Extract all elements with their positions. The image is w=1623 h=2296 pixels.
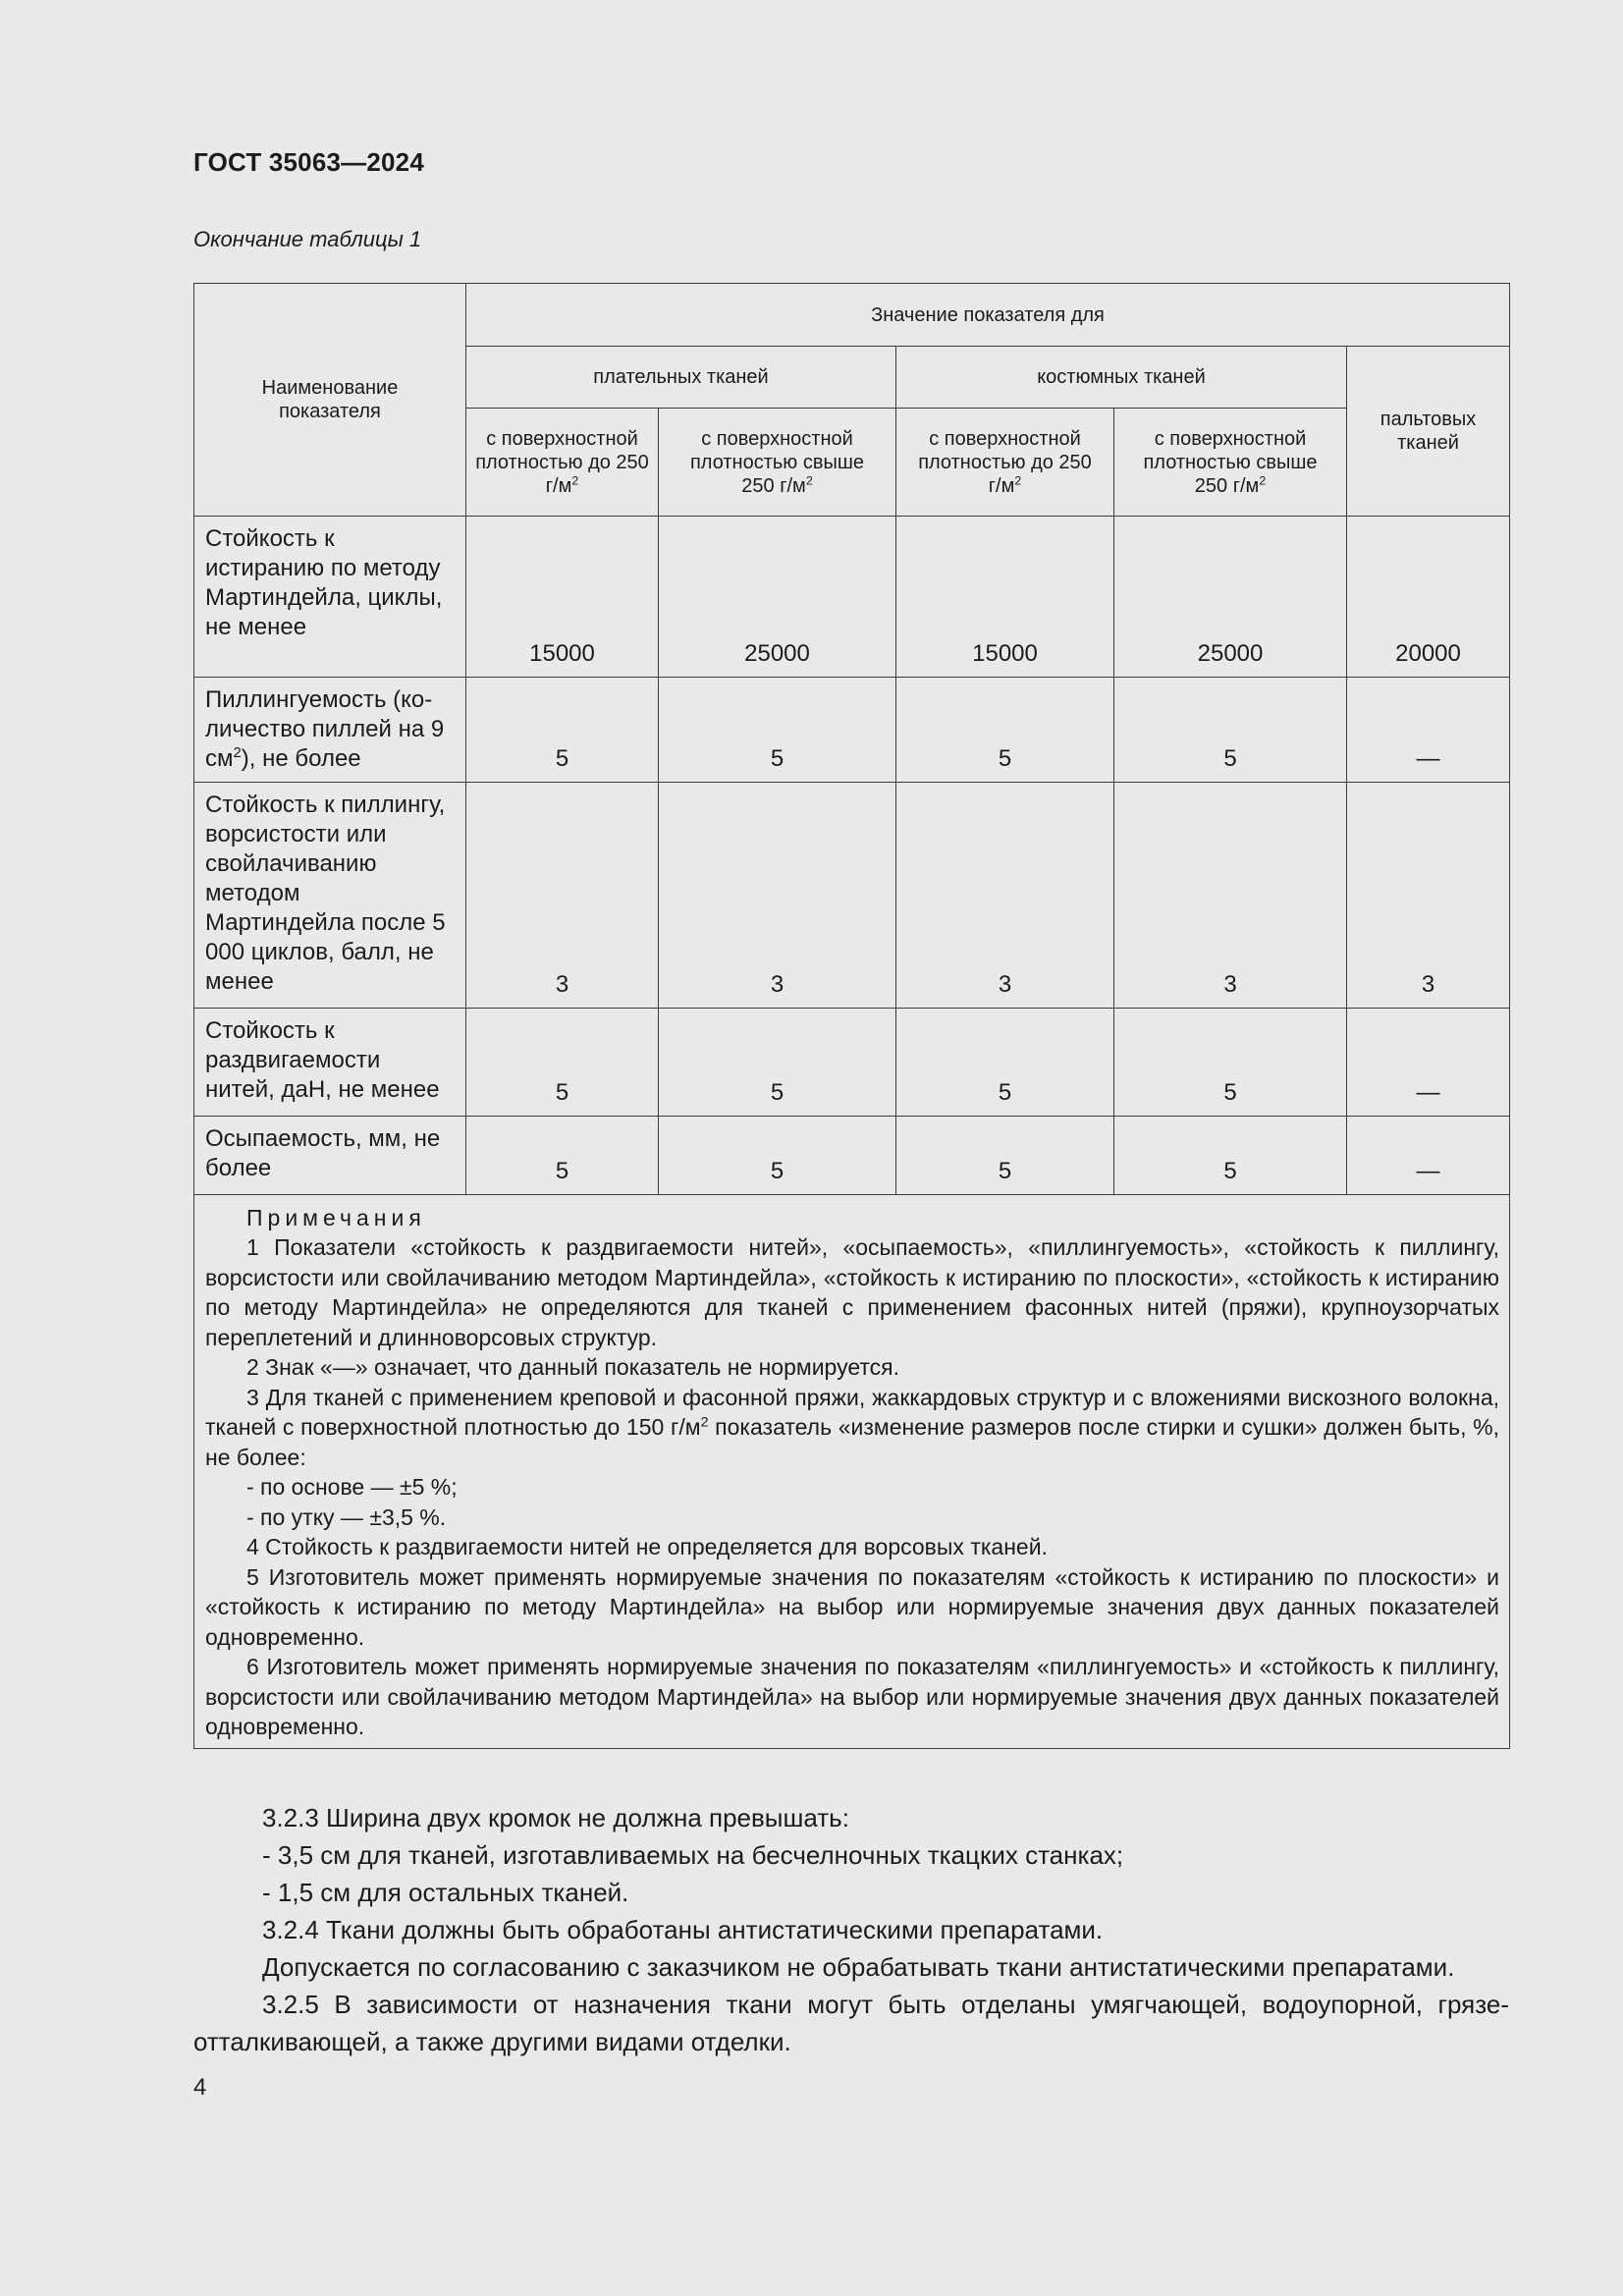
cell-value: 3 xyxy=(1347,783,1510,1009)
cell-value: 5 xyxy=(659,1009,896,1117)
cell-value: 5 xyxy=(466,678,659,783)
cell-value: 5 xyxy=(466,1117,659,1195)
row-label: Стойкость к пиллингу, ворсистости или свойлачиванию методом Мартиндейла после 5 000 циклов, балл, не менее xyxy=(194,783,466,1009)
cell-value: 3 xyxy=(896,783,1114,1009)
bullet-shuttleless: - 3,5 см для тканей, изготавливаемых на бесчелночных ткацких станках; xyxy=(262,1840,1124,1870)
cell-value: 25000 xyxy=(1114,517,1347,678)
header-suit-over-250: с поверхностной плотностью свыше 250 $г/м^2$ xyxy=(1114,409,1347,517)
cell-value: 3 xyxy=(466,783,659,1009)
row-label: Стойкость к раздвигаемости нитей, даН, не менее xyxy=(194,1009,466,1117)
cell-value: — xyxy=(1347,1117,1510,1195)
paragraph-3-2-4: 3.2.4 Ткани должны быть обработаны антистатическими препаратами. xyxy=(262,1915,1104,1944)
cell-value: 3 xyxy=(1114,783,1347,1009)
note-5: 5 Изготовитель может применять нормируемые значения по показателям «стойкость к истиранию по плоскости» и «стойкость к истиранию по методу Мартиндейла» на выбор или нормируемые значения двух данных показателей одновременно. xyxy=(205,1563,1500,1650)
header-dress-over-250: с поверхностной плотностью свыше 250 $г/м^2$ xyxy=(659,409,896,517)
header-suit-fabrics: костюмных тканей xyxy=(896,347,1347,409)
body-text xyxy=(193,1799,1509,2060)
table-row xyxy=(194,517,1510,678)
cell-value: 20000 xyxy=(1347,517,1510,678)
table-row xyxy=(194,678,1510,783)
header-indicator-name: Наименование показателя xyxy=(194,284,466,517)
note-3-item-weft: - по утку — ±3,5 %. xyxy=(246,1503,447,1530)
cell-value: 5 xyxy=(1114,678,1347,783)
cell-value: — xyxy=(1347,1009,1510,1117)
row-label: Осыпаемость, мм, не более xyxy=(194,1117,466,1195)
header-dress-up-to-250: с поверхностной плотностью до 250 $г/м^2$ xyxy=(466,409,659,517)
cell-value: 5 xyxy=(659,1117,896,1195)
notes-row xyxy=(194,1195,1510,1749)
table-row xyxy=(194,783,1510,1009)
paragraph-3-2-3: 3.2.3 Ширина двух кромок не должна превышать: xyxy=(262,1803,849,1832)
header-coat-fabrics: пальтовых тканей xyxy=(1347,347,1510,517)
table-caption: Окончание таблицы 1 xyxy=(193,227,422,251)
paragraph-3-2-5: 3.2.5 В зависимости от назначения ткани могут быть отделаны умягчающей, водоупорной, грязе-отталкивающей, а также другими видами отделки. xyxy=(193,1990,1509,2056)
cell-value: 5 xyxy=(1114,1009,1347,1117)
page-number: 4 xyxy=(193,2074,207,2101)
bullet-other-fabrics: - 1,5 см для остальных тканей. xyxy=(262,1878,629,1907)
notes-block xyxy=(194,1195,1510,1749)
note-3: 3 Для тканей с применением креповой и фасонной пряжи, жаккардовых структур и с вложениями вискозного волокна, тканей с поверхностной плотностью до 150 $г/м^2$ показатель «изменение размеров после стирки и сушки» должен быть, %, не более: xyxy=(205,1384,1500,1470)
table-row xyxy=(194,1009,1510,1117)
note-4: 4 Стойкость к раздвигаемости нитей не определяется для ворсовых тканей. xyxy=(246,1534,1048,1559)
note-2: 2 Знак «—» означает, что данный показатель не нормируется. xyxy=(246,1354,899,1380)
note-3-item-warp: - по основе — ±5 %; xyxy=(246,1474,458,1500)
cell-value: 3 xyxy=(659,783,896,1009)
header-dress-fabrics: плательных тканей xyxy=(466,347,896,409)
table-row xyxy=(194,1117,1510,1195)
row-label: Стойкость к истиранию по методу Мартиндейла, циклы, не менее xyxy=(194,517,466,678)
cell-value: 15000 xyxy=(896,517,1114,678)
cell-value: — xyxy=(1347,678,1510,783)
row-label: Пиллингуемость (ко-личество пиллей на 9 $см^2$), не более xyxy=(194,678,466,783)
paragraph-3-2-4-exception: Допускается по согласованию с заказчиком не обрабатывать ткани антистатическими препаратами. xyxy=(262,1952,1455,1982)
cell-value: 15000 xyxy=(466,517,659,678)
cell-value: 5 xyxy=(659,678,896,783)
cell-value: 5 xyxy=(466,1009,659,1117)
note-1: 1 Показатели «стойкость к раздвигаемости нитей», «осыпаемость», «пиллингуемость», «стойкость к пиллингу, ворсистости или свойлачиванию методом Мартиндейла», «стойкость к истиранию по плоскости», «стойкость к истиранию по методу Мартиндейла» не определяются для тканей с применением фасонных нитей (пряжи), крупноузорчатых переплетений и длинноворсовых структур. xyxy=(205,1234,1500,1350)
cell-value: 5 xyxy=(896,1117,1114,1195)
cell-value: 5 xyxy=(1114,1117,1347,1195)
note-6: 6 Изготовитель может применять нормируемые значения по показателям «пиллингуемость» и «стойкость к пиллингу, ворсистости или свойлачиванию методом Мартиндейла» на выбор или нормируемые значения двух данных показателей одновременно. xyxy=(205,1654,1500,1739)
notes-title: Примечания xyxy=(246,1205,426,1230)
cell-value: 5 xyxy=(896,678,1114,783)
document-standard-number: ГОСТ 35063—2024 xyxy=(193,147,424,177)
requirements-table xyxy=(193,283,1510,1749)
cell-value: 25000 xyxy=(659,517,896,678)
cell-value: 5 xyxy=(896,1009,1114,1117)
header-suit-up-to-250: с поверхностной плотностью до 250 $г/м^2$ xyxy=(896,409,1114,517)
header-value-for: Значение показателя для xyxy=(466,284,1510,347)
